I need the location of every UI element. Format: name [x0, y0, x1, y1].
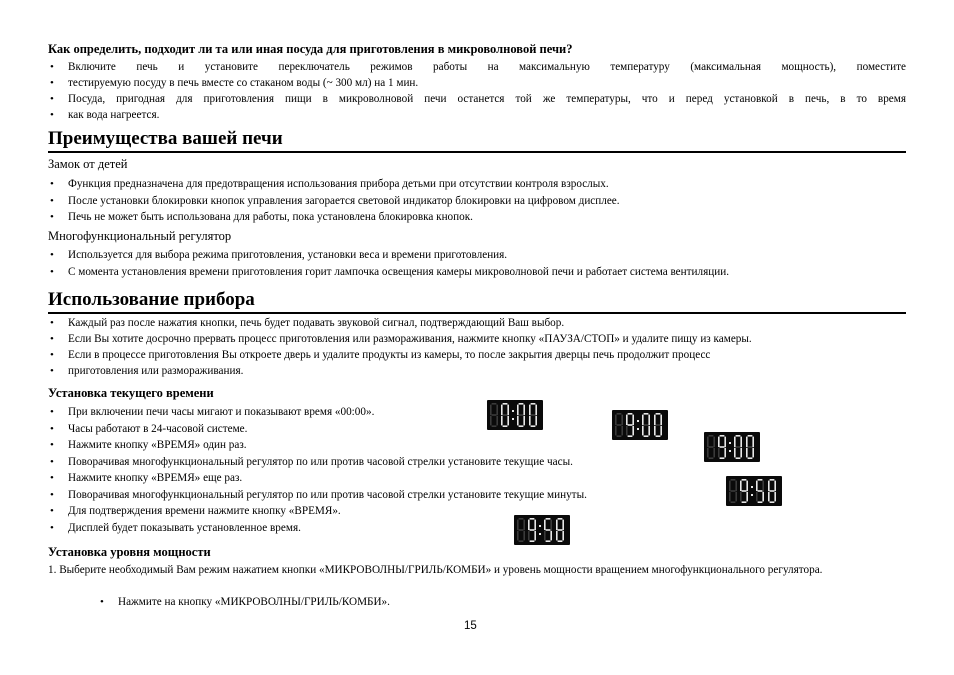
list-item-continuation: • как вода нагреется.	[48, 107, 906, 123]
list-item: • Печь не может быть использована для работы, пока установлена блокировка кнопок.	[48, 209, 906, 226]
list-item-continuation: • приготовления или размораживания.	[48, 363, 906, 379]
list-item: • Каждый раз после нажатия кнопки, печь будет подавать звуковой сигнал, подтверждающий Ваш выбор.	[48, 315, 906, 331]
list-item-continuation: • Если в процессе приготовления Вы откроете дверь и удалите продукты из камеры, то после закрытия дверцы печь продолжит процесс	[48, 347, 906, 363]
list-item: • С момента установления времени приготовления горит лампочка освещения камеры микроволновой печи и работает система вентиляции.	[48, 264, 906, 281]
knob-bullets	[48, 247, 906, 280]
subheading-clock: Установка текущего времени	[48, 386, 214, 400]
question-heading: Как определить, подходит ли та или иная посуда для приготовления в микроволновой печи?	[48, 42, 573, 56]
question-bullets	[48, 59, 906, 123]
child-lock-bullets	[48, 176, 906, 226]
list-item: • Если Вы хотите досрочно прервать процесс приготовления или размораживания, нажмите кнопку «ПАУЗА/СТОП» и удалите пищу из камеры.	[48, 331, 906, 347]
list-item: • Нажмите на кнопку «МИКРОВОЛНЫ/ГРИЛЬ/КОМБИ».	[98, 594, 798, 611]
list-item: • Поворачивая многофункциональный регулятор по или против часовой стрелки установите текущие минуты.	[48, 487, 748, 504]
list-item: • Посуда, пригодная для приготовления пищи в микроволновой печи останется той же температуры, что и перед установкой в печь, в то время	[48, 91, 906, 107]
page-number: 15	[464, 620, 477, 632]
list-item: • Нажмите кнопку «ВРЕМЯ» один раз.	[48, 437, 748, 454]
list-item: • Дисплей будет показывать установленное время.	[48, 520, 748, 537]
list-item: • При включении печи часы мигают и показывают время «00:00».	[48, 404, 748, 421]
list-item-continuation: • тестируемую посуду в печь вместе со стаканом воды (~ 300 мл) на 1 мин.	[48, 75, 906, 91]
list-item: • Часы работают в 24-часовой системе.	[48, 421, 748, 438]
usage-bullets	[48, 315, 906, 379]
subheading-child-lock: Замок от детей	[48, 157, 128, 171]
list-item: • Для подтверждения времени нажмите кнопку «ВРЕМЯ».	[48, 503, 748, 520]
clock-display-image	[704, 432, 760, 462]
section-heading-usage: Использование прибора	[48, 289, 906, 314]
clock-display-image	[612, 410, 668, 440]
list-item: • Функция предназначена для предотвращения использования прибора детьми при отсутствии контроля взрослых.	[48, 176, 906, 193]
list-item: • Поворачивая многофункциональный регулятор по или против часовой стрелки установите текущие часы.	[48, 454, 748, 471]
power-step-1: 1. Выберите необходимый Вам режим нажатием кнопки «МИКРОВОЛНЫ/ГРИЛЬ/КОМБИ» и уровень мощности вращением многофункционального регулятора.	[48, 564, 823, 576]
list-item: • Используется для выбора режима приготовления, установки веса и времени приготовления.	[48, 247, 906, 264]
list-item: • После установки блокировки кнопок управления загорается световой индикатор блокировки на цифровом дисплее.	[48, 193, 906, 210]
list-item: • Включите печь и установите переключатель режимов работы на максимальную температуру (максимальная мощность), поместите	[48, 59, 906, 75]
clock-display-image	[726, 476, 782, 506]
clock-display-image	[487, 400, 543, 430]
list-item: • Нажмите кнопку «ВРЕМЯ» еще раз.	[48, 470, 748, 487]
section-heading-advantages: Преимущества вашей печи	[48, 128, 906, 153]
clock-display-image	[514, 515, 570, 545]
subheading-power: Установка уровня мощности	[48, 545, 211, 559]
power-bullets	[98, 594, 798, 611]
subheading-knob: Многофункциональный регулятор	[48, 229, 232, 243]
